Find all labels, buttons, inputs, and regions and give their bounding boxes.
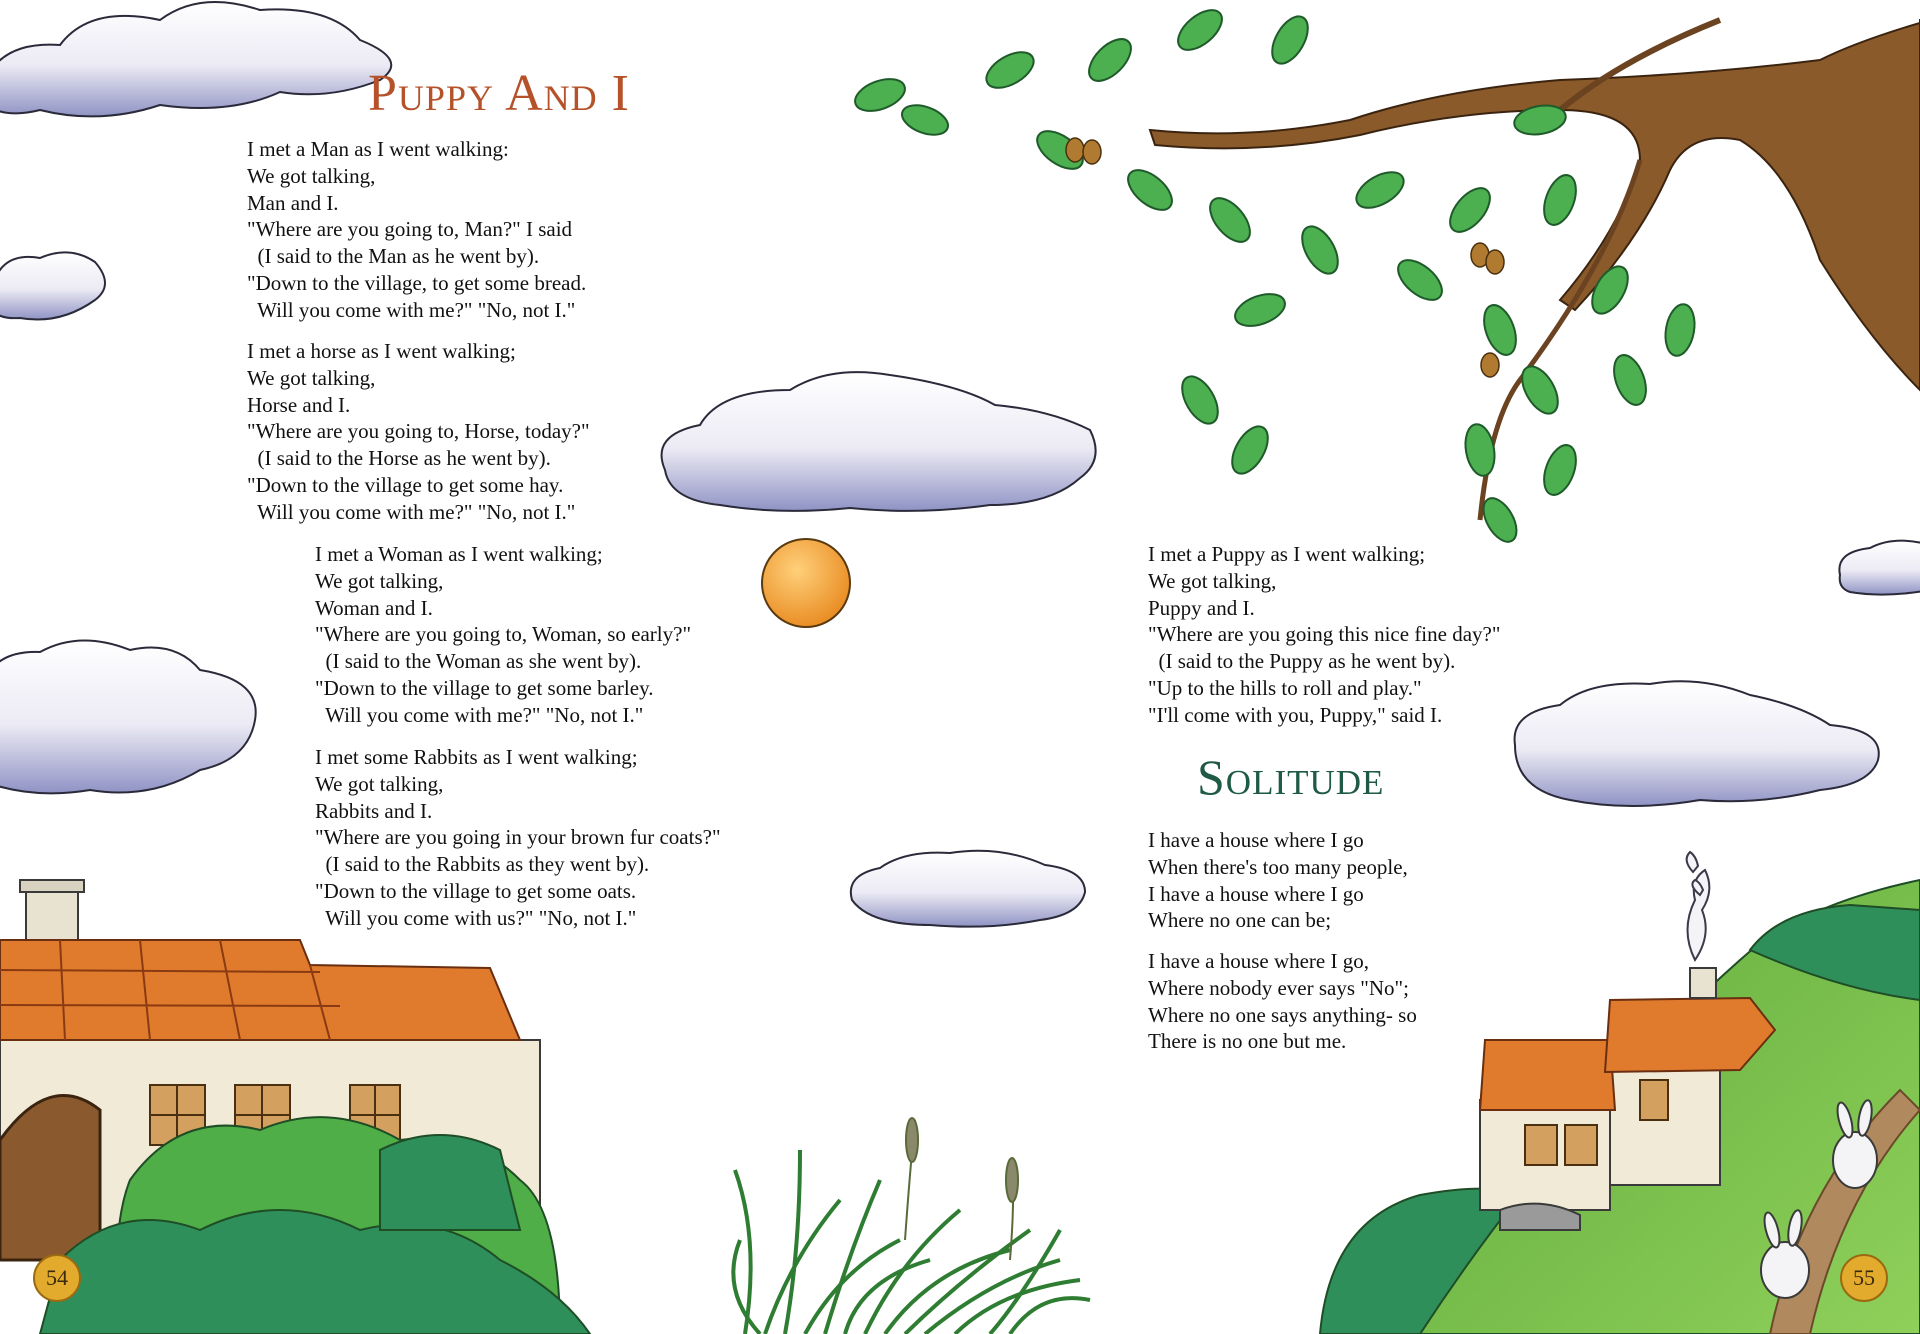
poem-line: Woman and I. [315, 595, 433, 620]
poem-line: We got talking, [1148, 568, 1277, 593]
poem-line: Rabbits and I. [315, 798, 433, 823]
poem-line: I met a Puppy as I went walking; [1148, 542, 1426, 566]
cloud-icon [1839, 541, 1920, 595]
poem-line: Puppy and I. [1148, 595, 1255, 620]
poem-title-puppy-and-i: Puppy And I [368, 65, 630, 122]
poem-stanza [315, 744, 721, 932]
poem-line: We got talking, [315, 568, 444, 593]
poem-line: Will you come with me?" "No, not I." [247, 499, 576, 524]
poem-line: (I said to the Rabbits as they went by). [315, 852, 650, 877]
poem-line: Where nobody ever says "No"; [1148, 975, 1409, 1000]
cloud-icon [851, 851, 1085, 927]
poem-line: "Where are you going to, Man?" I said [247, 217, 573, 242]
poem-stanza [1148, 948, 1417, 1055]
poem-line: Where no one says anything- so [1148, 1002, 1417, 1027]
poem-line: (I said to the Puppy as he went by). [1148, 649, 1456, 674]
poem-line: "I'll come with you, Puppy," said I. [1148, 702, 1443, 727]
sun-icon [762, 539, 850, 627]
poem-line: I met a horse as I went walking; [247, 339, 516, 363]
poem-line: We got talking, [247, 365, 376, 390]
poem-line: "Where are you going this nice fine day?" [1148, 622, 1501, 647]
poem-line: "Up to the hills to roll and play." [1148, 675, 1422, 700]
poem-line: I have a house where I go [1148, 828, 1364, 852]
poem-line: Man and I. [247, 190, 339, 215]
poem-line: I have a house where I go, [1148, 949, 1369, 973]
poem-line: I met some Rabbits as I went walking; [315, 745, 638, 769]
poem-line: I have a house where I go [1148, 881, 1364, 906]
poem-line: "Where are you going to, Horse, today?" [247, 419, 590, 444]
poem-stanza [247, 338, 590, 526]
poem-line: There is no one but me. [1148, 1029, 1347, 1054]
poem-line: Horse and I. [247, 392, 351, 417]
poem-line: "Down to the village to get some hay. [247, 472, 564, 497]
page-number-left: 54 [33, 1254, 81, 1302]
poem-line: I met a Man as I went walking: [247, 137, 509, 161]
cloud-icon [662, 372, 1096, 511]
page-number-right: 55 [1840, 1254, 1888, 1302]
cloud-icon [0, 2, 391, 116]
poem-line: I met a Woman as I went walking; [315, 542, 603, 566]
poem-line: "Where are you going in your brown fur coats?" [315, 825, 721, 850]
poem-line: "Where are you going to, Woman, so early?" [315, 622, 692, 647]
poem-line: (I said to the Woman as she went by). [315, 649, 642, 674]
poem-line: Will you come with me?" "No, not I." [315, 702, 644, 727]
poem-line: Will you come with me?" "No, not I." [247, 297, 576, 322]
poem-line: "Down to the village, to get some bread. [247, 270, 587, 295]
poem-line: Where no one can be; [1148, 908, 1332, 933]
poem-line: Will you come with us?" "No, not I." [315, 905, 637, 930]
cloud-icon [0, 640, 256, 793]
poem-line: "Down to the village to get some barley. [315, 675, 654, 700]
poem-line: When there's too many people, [1148, 854, 1408, 879]
poem-stanza [247, 136, 586, 324]
grass-icon [733, 1150, 1090, 1334]
smoke-icon [1687, 852, 1710, 960]
poem-stanza [315, 541, 691, 729]
poem-line: "Down to the village to get some oats. [315, 878, 637, 903]
cloud-icon [0, 252, 105, 319]
poem-title-solitude: Solitude [1197, 749, 1385, 805]
cloud-icon [1515, 681, 1879, 806]
poem-line: We got talking, [315, 771, 444, 796]
poem-stanza-puppy [1148, 541, 1500, 729]
poem-line: (I said to the Man as he went by). [247, 244, 540, 269]
poem-stanza [1148, 827, 1408, 934]
poem-line: We got talking, [247, 163, 376, 188]
poem-line: (I said to the Horse as he went by). [247, 446, 551, 471]
